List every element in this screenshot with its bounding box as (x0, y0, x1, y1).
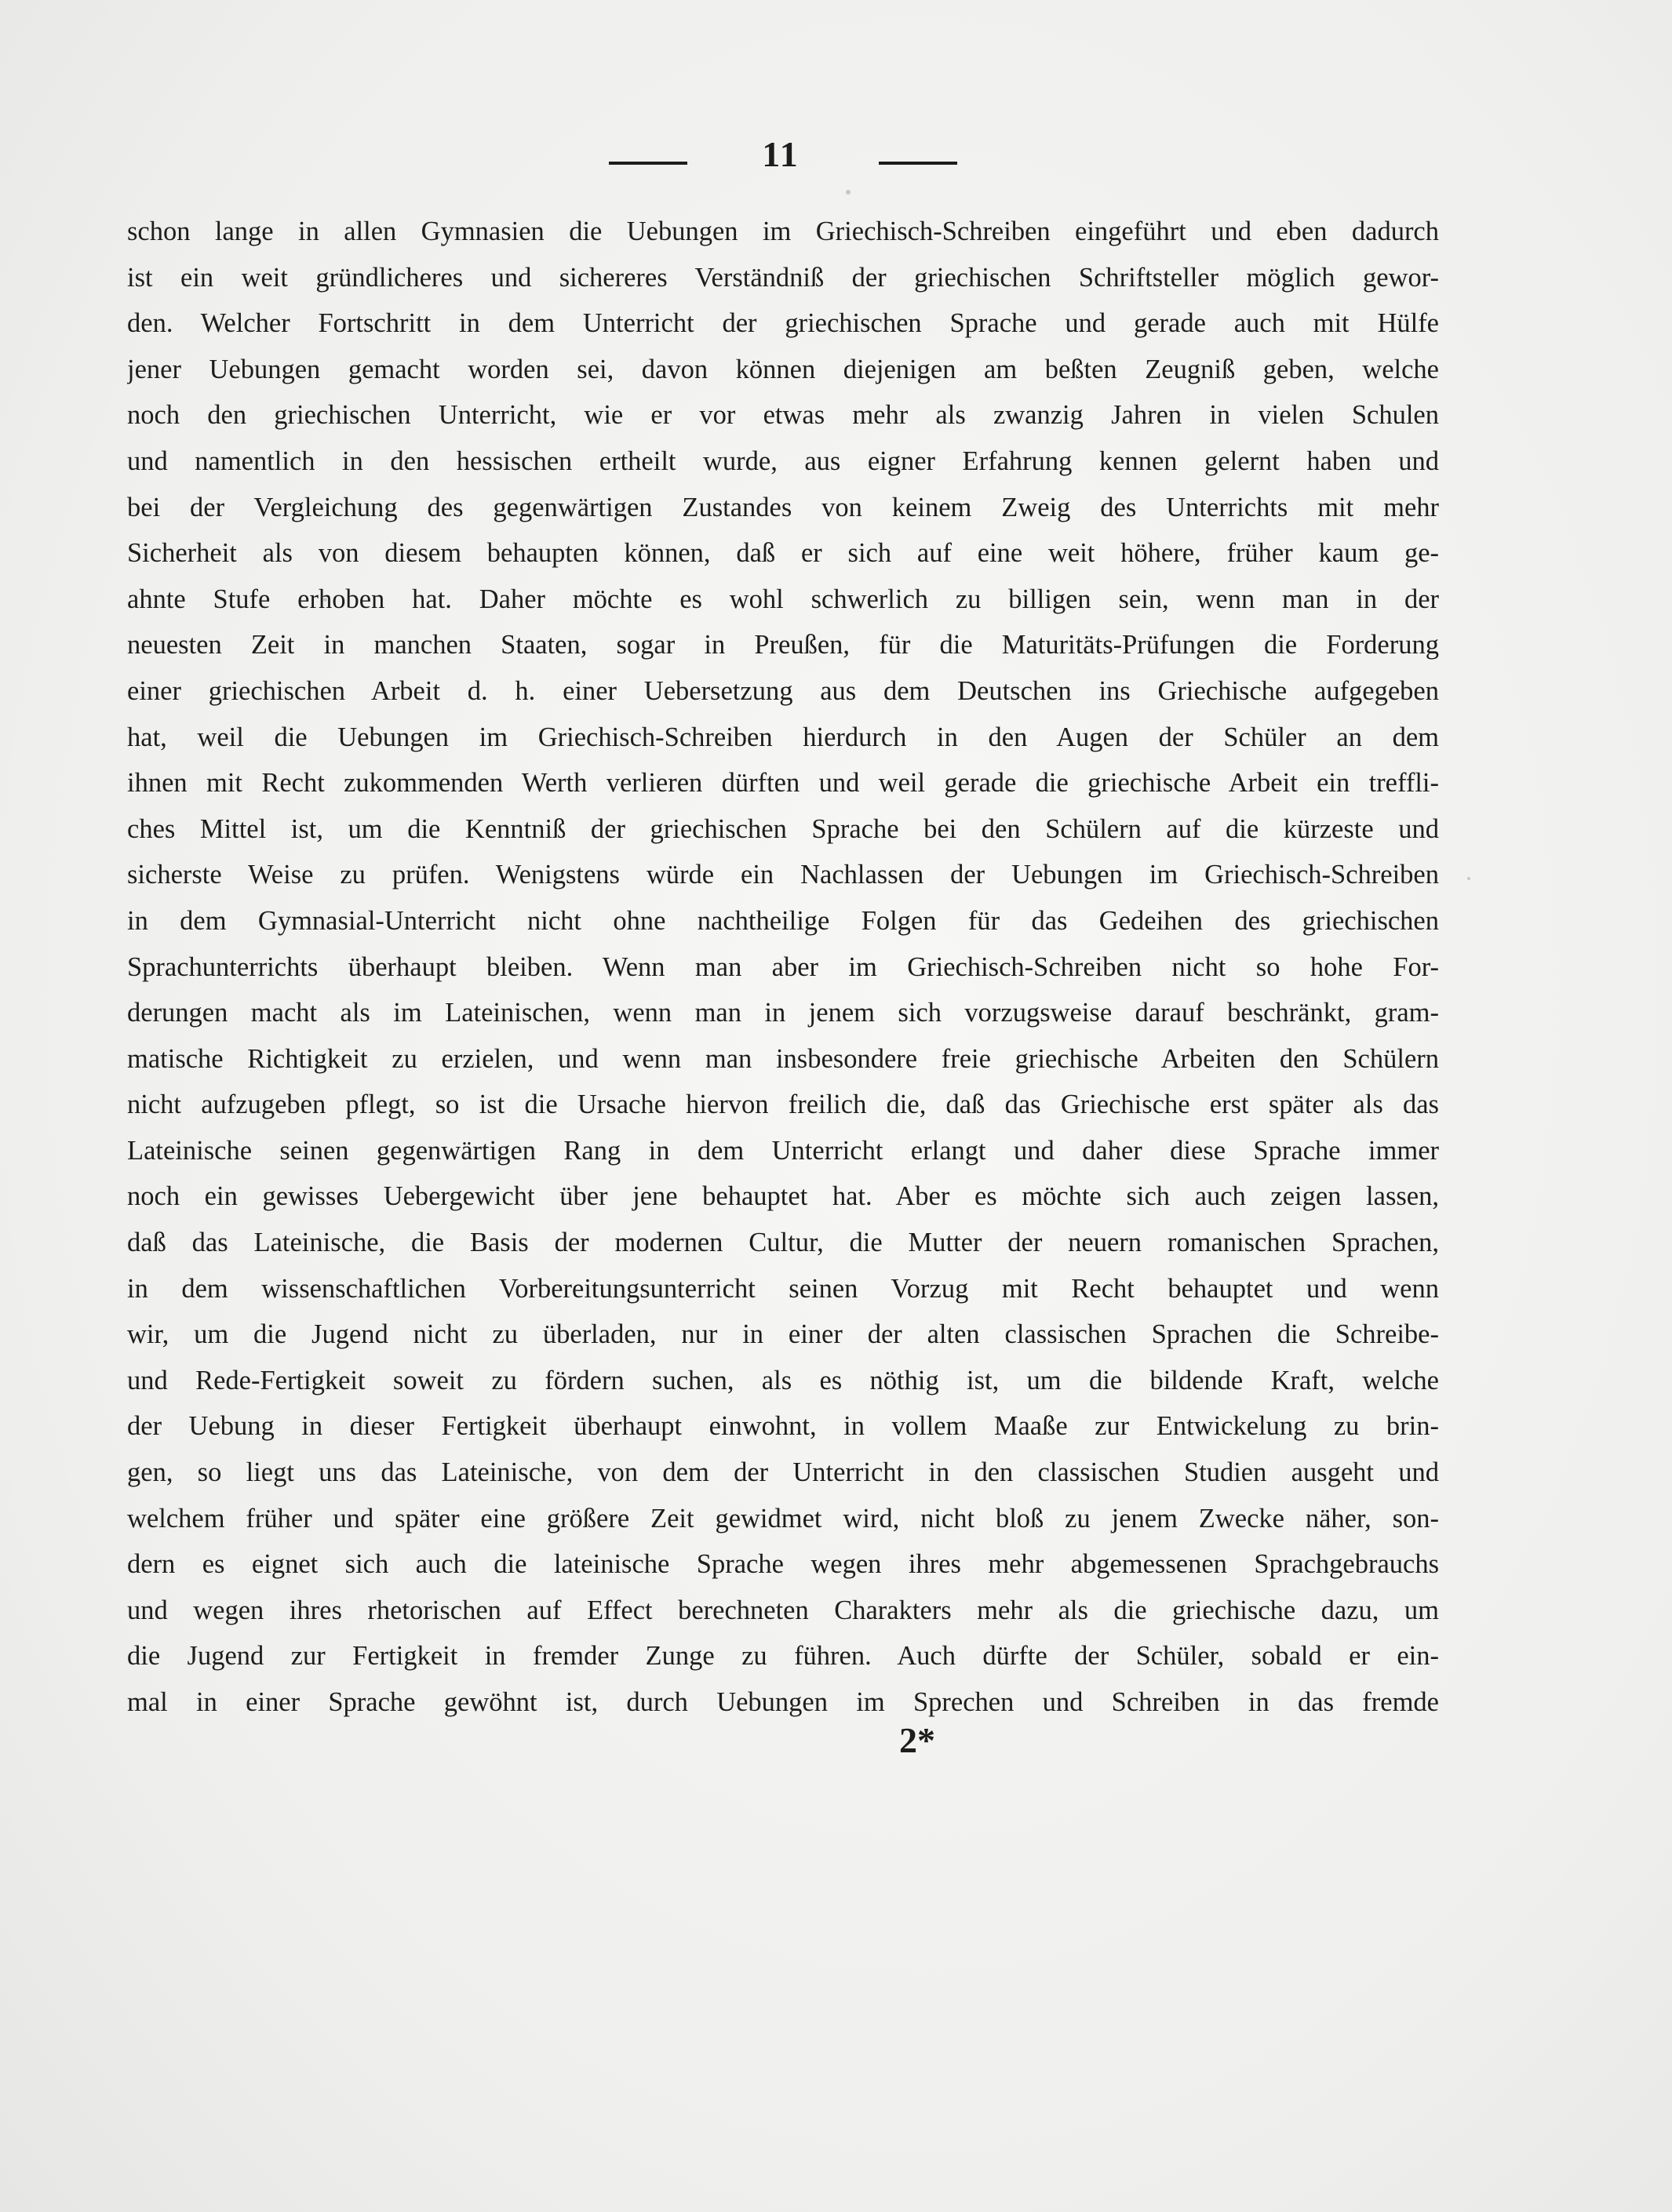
text-line: mal in einer Sprache gewöhnt ist, durch Uebungen im Sprechen und Schreiben in das fremde (127, 1687, 1439, 1717)
text-line: ist ein weit gründlicheres und sichereres Verständniß der griechischen Schriftsteller möglich gewor- (127, 262, 1439, 293)
text-line: matische Richtigkeit zu erzielen, und wenn man insbesondere freie griechische Arbeiten den Schülern (127, 1043, 1439, 1074)
page-number: 11 (762, 134, 800, 174)
text-line: ihnen mit Recht zukommenden Werth verlieren dürften und weil gerade die griechische Arbeit ein treffli- (127, 768, 1439, 799)
header-rule-right (879, 162, 957, 165)
text-line: welchem früher und später eine größere Zeit gewidmet wird, nicht bloß zu jenem Zwecke näher, son- (127, 1503, 1439, 1533)
signature-mark: 2* (899, 1720, 935, 1760)
page-header (0, 133, 1672, 188)
text-line: gen, so liegt uns das Lateinische, von dem der Unterricht in den classischen Studien ausgeht und (127, 1457, 1439, 1488)
text-line: dern es eignet sich auch die lateinische Sprache wegen ihres mehr abgemessenen Sprachgebrauchs (127, 1549, 1439, 1580)
text-line: Sprachunterrichts überhaupt bleiben. Wenn man aber im Griechisch-Schreiben nicht so hohe For- (127, 951, 1439, 982)
text-line: noch den griechischen Unterricht, wie er vor etwas mehr als zwanzig Jahren in vielen Schulen (127, 400, 1439, 431)
text-line: bei der Vergleichung des gegenwärtigen Zustandes von keinem Zweig des Unterrichts mit mehr (127, 492, 1439, 522)
text-line: und wegen ihres rhetorischen auf Effect berechneten Charakters mehr als die griechische dazu, um (127, 1595, 1439, 1625)
text-line: Sicherheit als von diesem behaupten können, daß er sich auf eine weit höhere, früher kaum ge- (127, 538, 1439, 569)
body-text (127, 209, 1439, 1726)
text-line: daß das Lateinische, die Basis der modernen Cultur, die Mutter der neuern romanischen Sprachen, (127, 1228, 1439, 1258)
text-line: wir, um die Jugend nicht zu überladen, nur in einer der alten classischen Sprachen die Schreibe- (127, 1319, 1439, 1350)
header-rule-left (609, 162, 687, 165)
text-line: derungen macht als im Lateinischen, wenn man in jenem sich vorzugsweise darauf beschränkt, gram- (127, 998, 1439, 1028)
print-speck (846, 190, 851, 195)
text-line: in dem wissenschaftlichen Vorbereitungsunterricht seinen Vorzug mit Recht behauptet und wenn (127, 1273, 1439, 1304)
text-line: in dem Gymnasial-Unterricht nicht ohne nachtheilige Folgen für das Gedeihen des griechischen (127, 905, 1439, 936)
text-line: Lateinische seinen gegenwärtigen Rang in dem Unterricht erlangt und daher diese Sprache immer (127, 1135, 1439, 1166)
text-line: einer griechischen Arbeit d. h. einer Uebersetzung aus dem Deutschen ins Griechische aufgegeben (127, 675, 1439, 706)
text-line: und namentlich in den hessischen ertheilt wurde, aus eigner Erfahrung kennen gelernt haben und (127, 446, 1439, 476)
text-line: sicherste Weise zu prüfen. Wenigstens würde ein Nachlassen der Uebungen im Griechisch-Schreiben (127, 860, 1439, 890)
text-line: ches Mittel ist, um die Kenntniß der griechischen Sprache bei den Schülern auf die kürzeste und (127, 813, 1439, 844)
text-line: neuesten Zeit in manchen Staaten, sogar in Preußen, für die Maturitäts-Prüfungen die Forderung (127, 630, 1439, 660)
text-line: hat, weil die Uebungen im Griechisch-Schreiben hierdurch in den Augen der Schüler an dem (127, 722, 1439, 752)
text-line: den. Welcher Fortschritt in dem Unterricht der griechischen Sprache und gerade auch mit Hülfe (127, 308, 1439, 339)
text-line: nicht aufzugeben pflegt, so ist die Ursache hiervon freilich die, daß das Griechische erst später als das (127, 1090, 1439, 1120)
text-line: noch ein gewisses Uebergewicht über jene behauptet hat. Aber es möchte sich auch zeigen lassen, (127, 1181, 1439, 1212)
text-line: jener Uebungen gemacht worden sei, davon können diejenigen am beßten Zeugniß geben, welche (127, 354, 1439, 384)
text-line: die Jugend zur Fertigkeit in fremder Zunge zu führen. Auch dürfte der Schüler, sobald er ein- (127, 1641, 1439, 1672)
text-line: und Rede-Fertigkeit soweit zu fördern suchen, als es nöthig ist, um die bildende Kraft, welche (127, 1365, 1439, 1395)
text-line: der Uebung in dieser Fertigkeit überhaupt einwohnt, in vollem Maaße zur Entwickelung zu brin- (127, 1411, 1439, 1442)
print-speck (1467, 877, 1470, 880)
text-line: ahnte Stufe erhoben hat. Daher möchte es wohl schwerlich zu billigen sein, wenn man in der (127, 584, 1439, 614)
text-line: schon lange in allen Gymnasien die Uebungen im Griechisch-Schreiben eingeführt und eben dadurch (127, 216, 1439, 246)
